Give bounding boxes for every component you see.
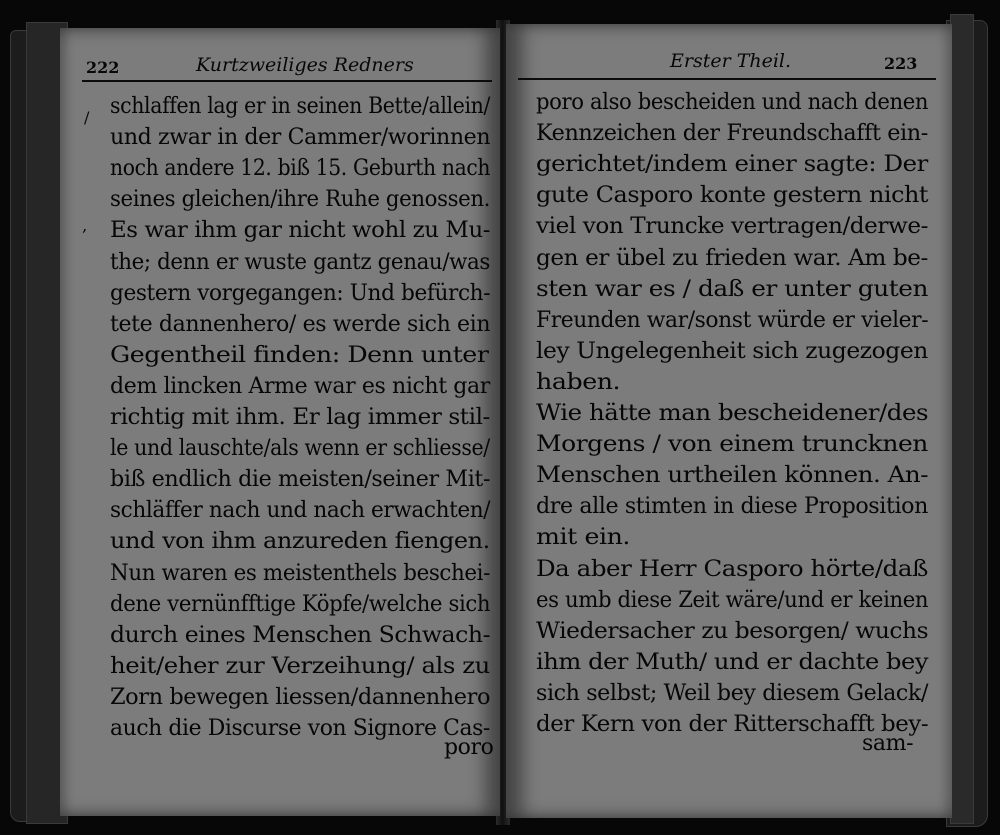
- text-line: schläffer nach und nach erwachten/: [110, 498, 491, 524]
- left-page: [60, 28, 500, 816]
- left-head-rule: [82, 80, 492, 82]
- text-line: und zwar in der Cammer/worinnen: [110, 125, 491, 151]
- text-line: Gegentheil finden: Denn unter: [110, 342, 489, 368]
- text-line: ley Ungelegenheit sich zugezogen: [536, 338, 928, 364]
- right-running-title: Erster Theil.: [670, 50, 792, 72]
- text-line: und von ihm anzureden fiengen.: [110, 529, 490, 555]
- text-line: Menschen urtheilen können. An-: [536, 463, 929, 489]
- right-page: [506, 24, 952, 818]
- text-line: Zorn bewegen liessen/dannenhero: [110, 684, 491, 710]
- left-running-title: Kurtzweiliges Redners: [196, 54, 414, 76]
- right-catchword: sam-: [862, 731, 914, 756]
- text-line: gen er übel zu frieden war. Am be-: [536, 245, 928, 271]
- text-line: Wiedersacher zu besorgen/ wuchs: [536, 618, 929, 644]
- text-line: le und lauschte/als wenn er schliesse/: [110, 436, 490, 462]
- text-line: Da aber Herr Casporo hörte/daß: [536, 556, 928, 582]
- text-line: dre alle stimten in diese Proposition: [536, 494, 928, 520]
- left-page-number: 222: [86, 58, 120, 77]
- text-line: dem lincken Arme war es nicht gar: [110, 373, 490, 399]
- left-catchword: poro: [444, 735, 494, 760]
- text-line: seines gleichen/ihre Ruhe genossen.: [110, 187, 491, 213]
- right-running-head: [506, 24, 952, 73]
- text-line: Es war ihm gar nicht wohl zu Mu-: [110, 218, 491, 244]
- text-line: der Kern von der Ritterschafft bey-: [536, 712, 929, 737]
- text-line: richtig mit ihm. Er lag immer stil-: [110, 405, 490, 430]
- text-line: gestern vorgegangen: Und befürch-: [110, 280, 491, 306]
- text-line: schlaffen lag er in seinen Bette/allein/: [110, 94, 491, 119]
- text-line: Nun waren es meistenthels beschei-: [110, 560, 490, 586]
- text-line: gerichtet/indem einer sagte: Der: [536, 152, 928, 178]
- text-line: poro also bescheiden und nach denen: [536, 90, 929, 115]
- text-line: tete dannenhero/ es werde sich ein: [110, 311, 491, 337]
- text-line: heit/eher zur Verzeihung/ als zu: [110, 653, 490, 679]
- text-line: Freunden war/sonst würde er vieler-: [536, 307, 929, 333]
- right-head-rule: [518, 78, 936, 80]
- text-line: Kennzeichen der Freundschafft ein-: [536, 121, 928, 147]
- text-line: Wie hätte man bescheidener/des: [536, 401, 929, 426]
- book-edge-right-inner: [950, 14, 974, 824]
- right-page-number: 223: [884, 54, 918, 73]
- text-line: viel von Truncke vertragen/derwe-: [536, 214, 929, 240]
- text-line: ihm der Muth/ und er dachte bey: [536, 649, 929, 675]
- left-margin-mark: /: [84, 108, 90, 127]
- text-line: gute Casporo konte gestern nicht: [536, 183, 929, 209]
- left-margin-mark: ‚: [82, 216, 88, 235]
- text-line: sich selbst; Weil bey diesem Gelack/: [536, 680, 929, 706]
- text-line: es umb diese Zeit wäre/und er keinen: [536, 587, 929, 613]
- text-line: auch die Discurse von Signore Cas-: [110, 716, 490, 741]
- text-line: mit ein.: [536, 525, 631, 551]
- text-line: haben.: [536, 369, 621, 395]
- text-line: sten war es / daß er unter guten: [536, 276, 928, 302]
- left-running-head: [60, 28, 500, 77]
- text-line: the; denn er wuste gantz genau/was: [110, 249, 491, 275]
- text-line: dene vernünfftige Köpfe/welche sich: [110, 591, 491, 617]
- text-line: biß endlich die meisten/seiner Mit-: [110, 467, 491, 493]
- text-line: durch eines Menschen Schwach-: [110, 622, 491, 648]
- text-line: noch andere 12. biß 15. Geburth nach: [110, 156, 491, 182]
- text-line: Morgens / von einem truncknen: [536, 432, 928, 458]
